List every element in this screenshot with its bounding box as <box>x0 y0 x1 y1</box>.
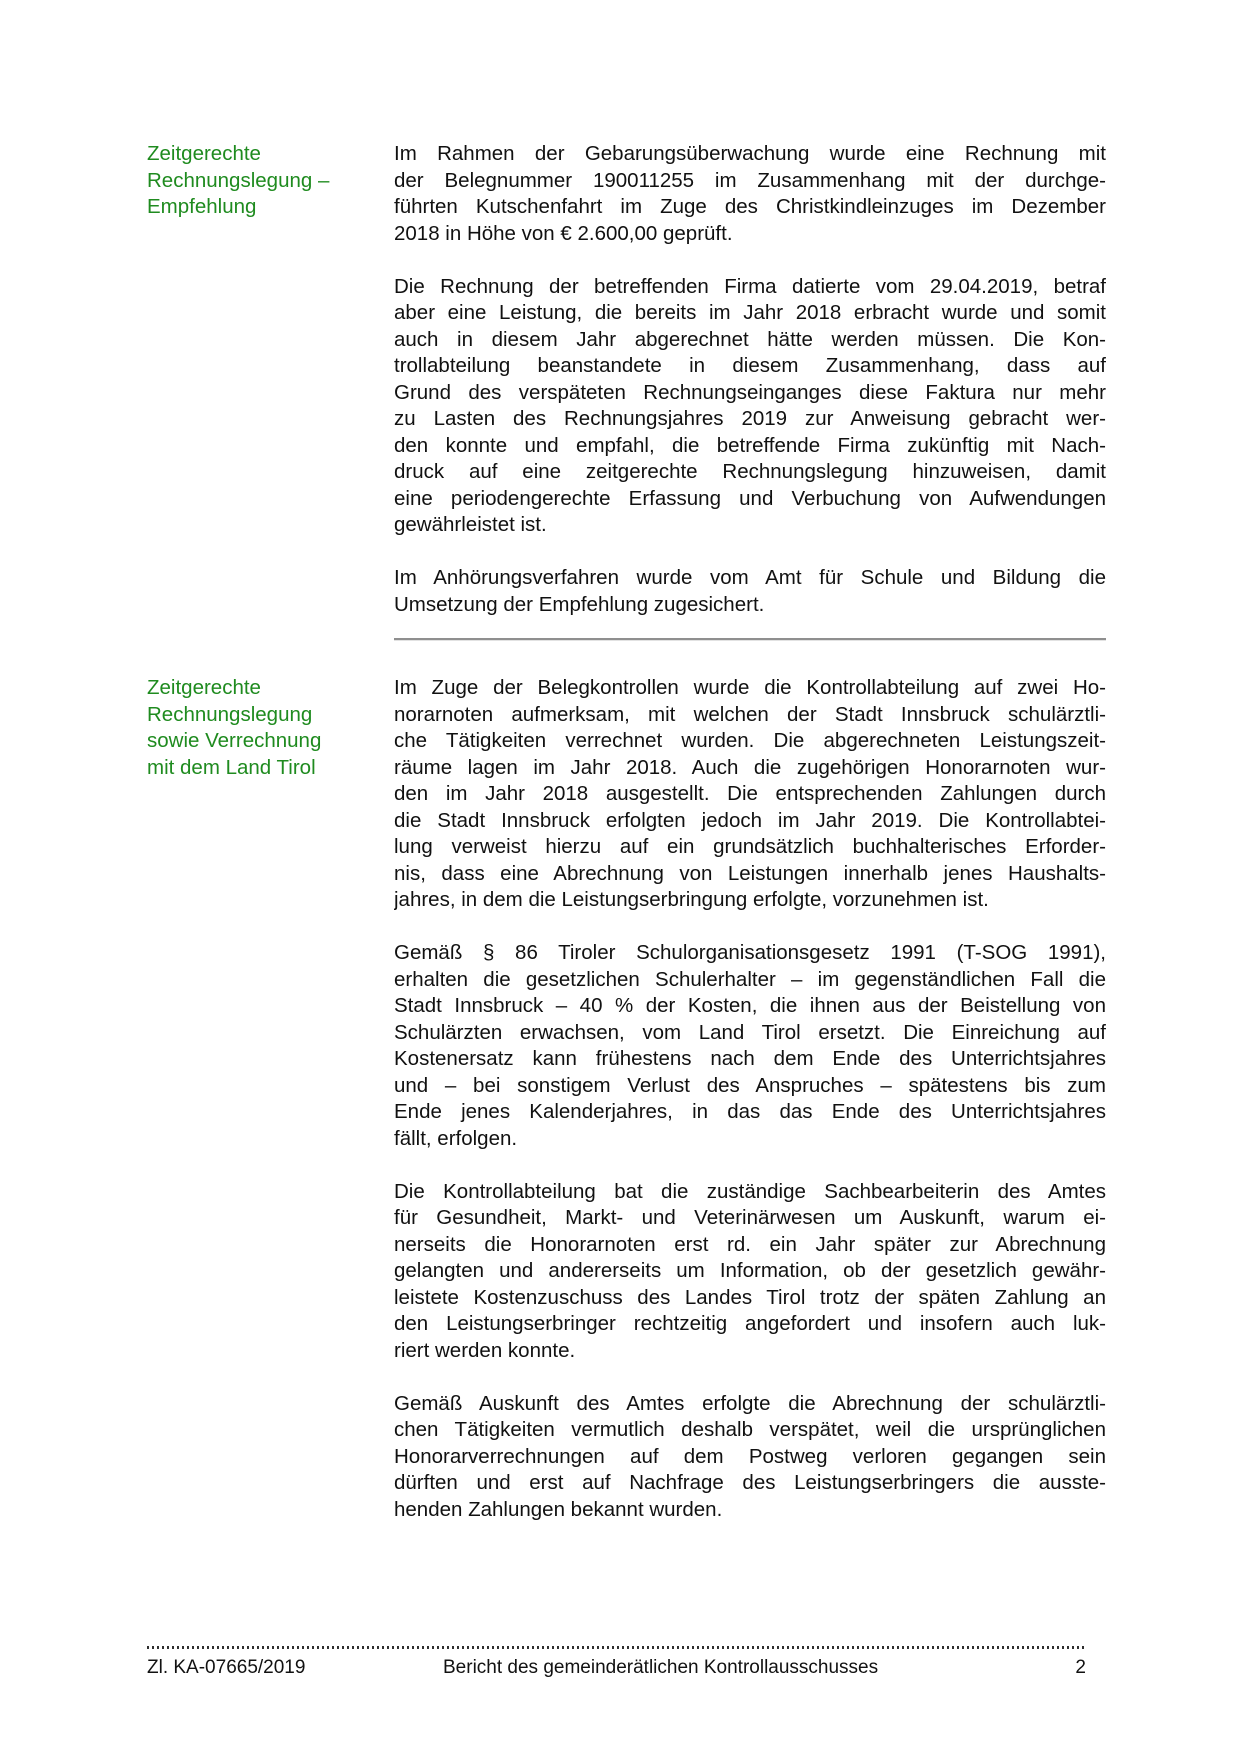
paragraph <box>394 565 1106 618</box>
text-line: den Leistungserbringer rechtzeitig angefordert und insofern auch luk- <box>394 1312 1106 1335</box>
text-line: Die Rechnung der betreffenden Firma datierte vom 29.04.2019, betraf <box>394 274 1106 298</box>
footer-page-number: 2 <box>1075 1657 1086 1678</box>
text-line: Gemäß § 86 Tiroler Schulorganisationsgesetz 1991 (T-SOG 1991), <box>394 941 1106 964</box>
text-line: gelangten und andererseits um Information, ob der gesetzlich gewähr- <box>394 1259 1106 1282</box>
margin-heading-line: sowie Verrechnung <box>147 729 322 752</box>
text-line: chen Tätigkeiten vermutlich deshalb verspätet, weil die ursprünglichen <box>394 1418 1106 1441</box>
text-line: eine periodengerechte Erfassung und Verbuchung von Aufwendungen <box>394 486 1106 510</box>
section-text <box>394 675 1106 1523</box>
text-line: fällt, erfolgen. <box>394 1126 518 1150</box>
margin-heading <box>147 141 394 221</box>
footer-row <box>147 1656 1086 1680</box>
text-line: che Tätigkeiten verrechnet wurden. Die abgerechneten Leistungszeit- <box>394 729 1106 752</box>
section-text <box>394 141 1106 618</box>
text-line: trollabteilung beanstandete in diesem Zusammenhang, dass auf <box>394 354 1106 377</box>
text-line: lung verweist hierzu auf ein grundsätzlich buchhalterisches Erforder- <box>394 835 1106 858</box>
text-line: erhalten die gesetzlichen Schulerhalter – im gegenständlichen Fall die <box>394 967 1106 991</box>
text-line: Im Zuge der Belegkontrollen wurde die Kontrollabteilung auf zwei Ho- <box>394 676 1106 699</box>
text-line: zu Lasten des Rechnungsjahres 2019 zur Anweisung gebracht wer- <box>394 407 1106 430</box>
text-line: leistete Kostenzuschuss des Landes Tirol trotz der späten Zahlung an <box>394 1285 1106 1309</box>
text-line: henden Zahlungen bekannt wurden. <box>394 1497 723 1521</box>
margin-heading <box>147 675 394 781</box>
text-line: Schulärzten erwachsen, vom Land Tirol ersetzt. Die Einreichung auf <box>394 1020 1106 1044</box>
text-line: aber eine Leistung, die bereits im Jahr 2018 erbracht wurde und somit <box>394 301 1106 324</box>
margin-heading-line: Rechnungslegung <box>147 702 313 726</box>
text-line: Stadt Innsbruck – 40 % der Kosten, die ihnen aus der Beistellung von <box>394 994 1106 1017</box>
text-line: räume lagen im Jahr 2018. Auch die zugehörigen Honorarnoten wur- <box>394 755 1106 779</box>
margin-heading-line: mit dem Land Tirol <box>147 755 316 779</box>
text-line: Die Kontrollabteilung bat die zuständige Sachbearbeiterin des Amtes <box>394 1179 1106 1203</box>
report-section <box>147 675 1106 1523</box>
text-line: Gemäß Auskunft des Amtes erfolgte die Abrechnung der schulärztli- <box>394 1391 1106 1415</box>
text-line: Kostenersatz kann frühestens nach dem Ende des Unterrichtsjahres <box>394 1047 1106 1070</box>
report-body <box>147 141 1106 1523</box>
margin-heading-line: Zeitgerechte <box>147 676 261 699</box>
text-line: nerseits die Honorarnoten erst rd. ein Jahr später zur Abrechnung <box>394 1232 1106 1256</box>
text-line: druck auf eine zeitgerechte Rechnungslegung hinzuweisen, damit <box>394 460 1106 483</box>
paragraph <box>394 1391 1106 1524</box>
text-line: Honorarverrechnungen auf dem Postweg verloren gegangen sein <box>394 1444 1106 1468</box>
footer-reference: Zl. KA-07665/2019 <box>147 1657 306 1678</box>
paragraph <box>394 940 1106 1152</box>
page-footer <box>147 1646 1086 1680</box>
text-line: für Gesundheit, Markt- und Veterinärwesen um Auskunft, warum ei- <box>394 1206 1106 1229</box>
section-separator <box>394 638 1106 641</box>
paragraph <box>394 675 1106 914</box>
text-line: Im Rahmen der Gebarungsüberwachung wurde eine Rechnung mit <box>394 142 1106 165</box>
paragraph <box>394 141 1106 247</box>
margin-heading-line: Zeitgerechte <box>147 142 261 165</box>
report-section <box>147 141 1106 618</box>
text-line: die Stadt Innsbruck erfolgten jedoch im Jahr 2019. Die Kontrollabtei- <box>394 808 1106 832</box>
text-line: Im Anhörungsverfahren wurde vom Amt für Schule und Bildung die <box>394 566 1106 589</box>
margin-heading-line: Empfehlung <box>147 195 257 218</box>
text-line: den im Jahr 2018 ausgestellt. Die entsprechenden Zahlungen durch <box>394 782 1106 805</box>
text-line: riert werden konnte. <box>394 1338 576 1362</box>
footer-dotted-rule <box>147 1646 1086 1649</box>
text-line: jahres, in dem die Leistungserbringung erfolgte, vorzunehmen ist. <box>394 888 989 911</box>
text-line: Umsetzung der Empfehlung zugesichert. <box>394 592 765 616</box>
text-line: 2018 in Höhe von € 2.600,00 geprüft. <box>394 221 733 245</box>
text-line: gewährleistet ist. <box>394 513 547 536</box>
text-line: norarnoten aufmerksam, mit welchen der Stadt Innsbruck schulärztli- <box>394 702 1106 726</box>
text-line: der Belegnummer 190011255 im Zusammenhang mit der durchge- <box>394 168 1106 192</box>
text-line: dürften und erst auf Nachfrage des Leistungserbringers die ausste- <box>394 1471 1106 1494</box>
text-line: führten Kutschenfahrt im Zuge des Christkindleinzuges im Dezember <box>394 195 1106 218</box>
text-line: Ende jenes Kalenderjahres, in das das Ende des Unterrichtsjahres <box>394 1100 1106 1123</box>
paragraph <box>394 1179 1106 1365</box>
paragraph <box>394 274 1106 539</box>
text-line: Grund des verspäteten Rechnungseinganges diese Faktura nur mehr <box>394 380 1106 404</box>
footer-report-title: Bericht des gemeinderätlichen Kontrollausschusses <box>443 1657 879 1678</box>
text-line: und – bei sonstigem Verlust des Anspruches – spätestens bis zum <box>394 1073 1106 1097</box>
text-line: den konnte und empfahl, die betreffende Firma zukünftig mit Nach- <box>394 433 1106 457</box>
margin-heading-line: Rechnungslegung – <box>147 168 330 192</box>
text-line: nis, dass eine Abrechnung von Leistungen innerhalb jenes Haushalts- <box>394 861 1106 885</box>
text-line: auch in diesem Jahr abgerechnet hätte werden müssen. Die Kon- <box>394 327 1106 351</box>
